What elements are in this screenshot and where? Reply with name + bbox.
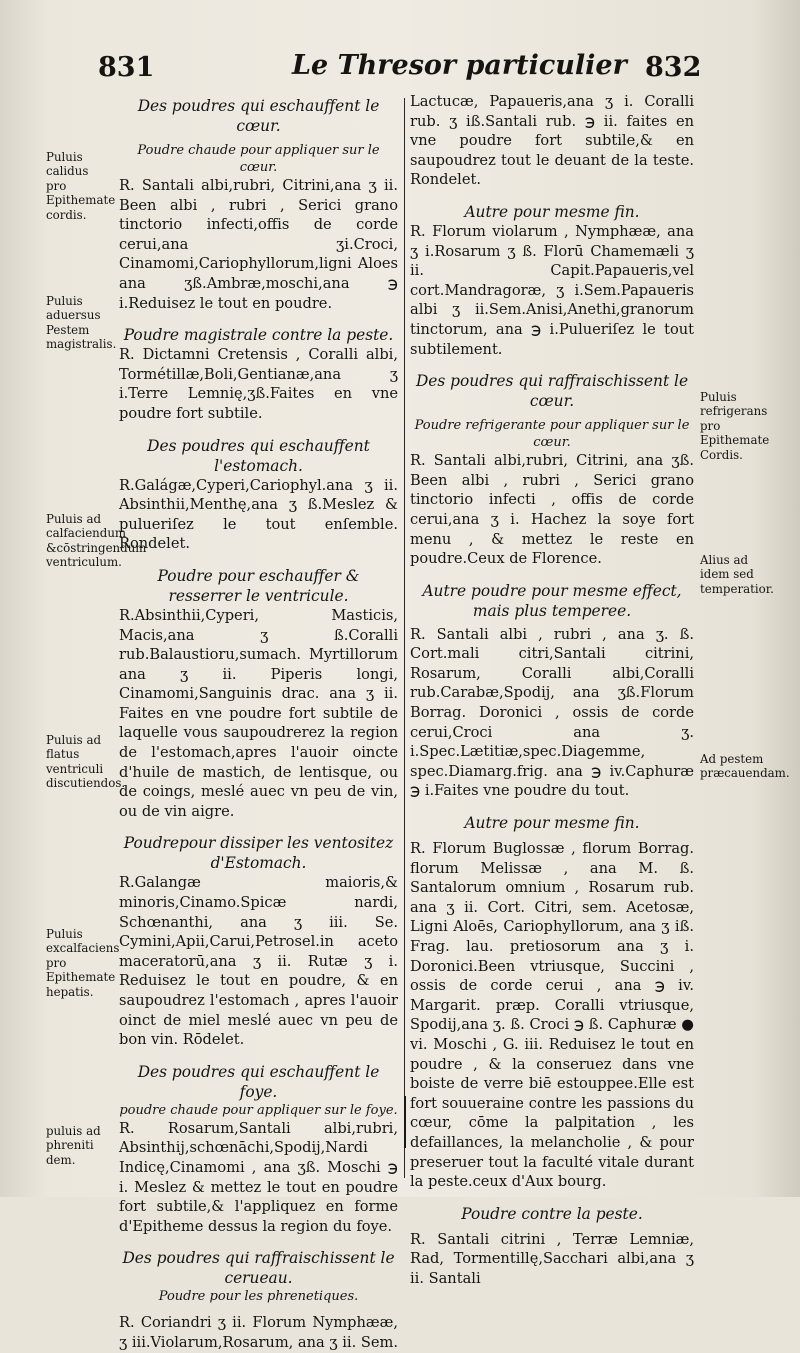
recipe-text: R.Galágæ,Cyperi,Cariophyl.ana ʒ ii. Absinthii,Menthę,ana ʒ ß.Meslez & pulueriſez le tout enſemble. Rondelet. bbox=[119, 476, 398, 553]
section-heading: Des poudres qui raffraischissent le cœur. bbox=[415, 372, 689, 411]
section-heading: Des poudres qui eschauffent le foye. bbox=[137, 1062, 380, 1101]
recipe-title: Poudre refrigerante pour appliquer sur le cœur. bbox=[414, 418, 690, 451]
section-heading: Poudre magistrale contre la peste. bbox=[123, 326, 394, 345]
column-divider bbox=[404, 98, 405, 1178]
section-heading: Poudre pour eschauffer & resserrer le ventricule. bbox=[157, 566, 360, 605]
section-heading: Des poudres qui raffraischissent le cerueau. bbox=[122, 1249, 395, 1288]
running-title: Le Thresor particulier bbox=[292, 50, 627, 81]
recipe-text: R. Santali albi,rubri, Citrini,ana ʒ ii. Been albi , rubri , Serici grano tinctorio infecti,offis de corde cerui,ana ʒi.Croci, Cinamomi,Cariophyllorum,ligni Aloes ana ʒß.Ambræ,moschi,ana ℈ i.Reduisez le tout en poudre. bbox=[119, 177, 398, 312]
column-divider-lower bbox=[404, 1096, 406, 1148]
recipe-title: poudre chaude pour appliquer sur le foye. bbox=[119, 1102, 398, 1118]
margin-note: Alius ad idem sed temperatior. bbox=[700, 553, 774, 596]
section-heading: Autre poudre pour mesme effect, mais plus temperee. bbox=[422, 581, 682, 620]
page-number-right: 832 bbox=[645, 52, 702, 83]
recipe-text: Lactucæ, Papaueris,ana ʒ i. Coralli rub. ʒ iß.Santali rub. ℈ ii. faites en vne poudre fort subtile,& en saupoudrez tout le deuant de la teste. Rondelet. bbox=[410, 93, 694, 189]
recipe-text: R. Dictamni Cretensis , Coralli albi, Tormétillæ,Boli,Gentianæ,ana ʒ i.Terre Lemnię,ʒß.Faites en vne poudre fort subtile. bbox=[119, 346, 398, 422]
margin-note: Ad pestem præcauendam. bbox=[700, 752, 790, 781]
recipe-text: R. Santali albi , rubri , ana ʒ. ß. Cort.mali citri,Santali citrini, Rosarum, Coralli albi,Coralli rub.Carabæ,Spodij, ana ʒß.Florum Borrag. Doronici , ossis de corde cerui,Croci ana ʒ. i.Spec.Lætitiæ,spec.Diagemme, spec.Diamarg.frig. ana ℈ iv.Caphuræ ℈ i.Faites vne poudre du tout. bbox=[410, 625, 694, 800]
recipe-text: R. Florum violarum , Nymphææ, ana ʒ i.Rosarum ʒ ß. Florū Chamemæli ʒ ii. Capit.Papaueris,vel cort.Mandragoræ, ʒ i.Sem.Papaueris albi ʒ ii.Sem.Anisi,Anethi,granorum tinctorum, ana ℈ i.Pulueriſez le tout subtilement. bbox=[410, 222, 694, 358]
margin-note: Puluis ad calfaciendum &cōstringendum ventriculum. bbox=[46, 512, 147, 570]
margin-note: Puluis excalfaciens pro Epithemate hepatis. bbox=[46, 927, 120, 999]
recipe-title: Poudre chaude pour appliquer sur le cœur. bbox=[137, 143, 380, 175]
recipe-title: Poudre pour les phrenetiques. bbox=[158, 1289, 359, 1305]
recipe-text: R.Galangæ maioris,& minoris,Cinamo.Spicæ nardi, Schœnanthi, ana ʒ iii. Se. Cymini,Apii,Carui,Petrosel.in aceto maceratorū,ana ʒ ii. Rutæ ʒ i. Reduisez le tout en poudre, & en saupoudrez l'estomach , apres l'auoir oinct de miel meslé auec vn peu de bon vin. Rōdelet. bbox=[119, 874, 398, 1049]
recipe-text: R.Absinthii,Cyperi, Masticis, Macis,ana ʒ ß.Coralli rub.Balaustioru,sumach. Myrtillorum ana ʒ ii. Piperis longi, Cinamomi,Sanguinis drac. ana ʒ ii. Faites en vne poudre fort subtile de laquelle vous saupoudrerez la region de l'estomach,apres l'auoir oincte d'huile de mastich, de lentisque, ou de coings, meslé auec vn peu de vin, ou de vin aigre. bbox=[119, 606, 398, 820]
margin-note: Puluis ad flatus ventriculi discutiendos. bbox=[46, 733, 126, 791]
right-column bbox=[410, 92, 694, 1289]
section-heading: Poudre contre la peste. bbox=[461, 1204, 643, 1223]
section-heading: Des poudres qui eschauffent le cœur. bbox=[137, 97, 380, 135]
recipe-text: R. Santali albi,rubri, Citrini, ana ʒß. Been albi , rubri , Serici grano tinctorio infecti , offis de corde cerui,ana ʒ i. Hachez la soye fort menu , & mettez le reste en poudre.Ceux de Florence. bbox=[410, 452, 694, 568]
margin-note: Puluis aduersus Pestem magistralis. bbox=[46, 294, 117, 352]
section-heading: Poudrepour dissiper les ventositez d'Estomach. bbox=[123, 834, 394, 873]
page-number-left: 831 bbox=[98, 52, 155, 83]
recipe-text: R. Coriandri ʒ ii. Florum Nymphææ, ʒ iii.Violarum,Rosarum, ana ʒ ii. Sem. bbox=[119, 1314, 398, 1351]
margin-note: Puluis calidus pro Epithemate cordis. bbox=[46, 150, 116, 222]
recipe-text: R. Rosarum,Santali albi,rubri, Absinthij,schœnāchi,Spodij,Nardi Indicę,Cinamomi , ana ʒß. Moschi ℈ i. Meslez & mettez le tout en poudre fort subtile,& l'appliquez en forme d'Epitheme dessus la region du foye. bbox=[119, 1119, 398, 1235]
margin-note: Puluis refrigerans pro Epithemate Cordis. bbox=[700, 390, 770, 462]
section-heading: Des poudres qui eschauffent l'estomach. bbox=[147, 436, 370, 475]
recipe-text: R. Santali citrini , Terræ Lemniæ, Rad, Tormentillę,Sacchari albi,ana ʒ ii. Santali bbox=[410, 1230, 694, 1287]
recipe-text: R. Florum Buglossæ , florum Borrag. florum Melissæ , ana M. ß. Santalorum omnium , Rosarum rub. ana ʒ ii. Cort. Citri, sem. Acetosæ, Ligni Aloēs, Cariophyllorum, ana ʒ iß. Frag. lau. pretiosorum ana ʒ i. Doronici.Been vtriusque, Succini , ossis de corde cerui , ana ℈ iv. Margarit. præp. Coralli vtriusque, Spodij,ana ʒ. ß. Croci ℈ ß. Caphuræ ● vi. Moschi , G. iii. Reduisez le tout en poudre , & la conseruez dans vne boiste de verre biē estouppee.Elle est fort souueraine contre les passions du cœur, cōme la palpitation , les defaillances, la melancholie , & pour preseruer tout la faculté vitale durant la peste.ceux d'Aux bourg. bbox=[410, 840, 694, 1191]
left-column bbox=[119, 96, 398, 1353]
section-heading: Autre pour mesme fin. bbox=[464, 202, 640, 221]
section-heading: Autre pour mesme fin. bbox=[464, 814, 640, 833]
margin-note: puluis ad phreniti dem. bbox=[46, 1124, 101, 1167]
